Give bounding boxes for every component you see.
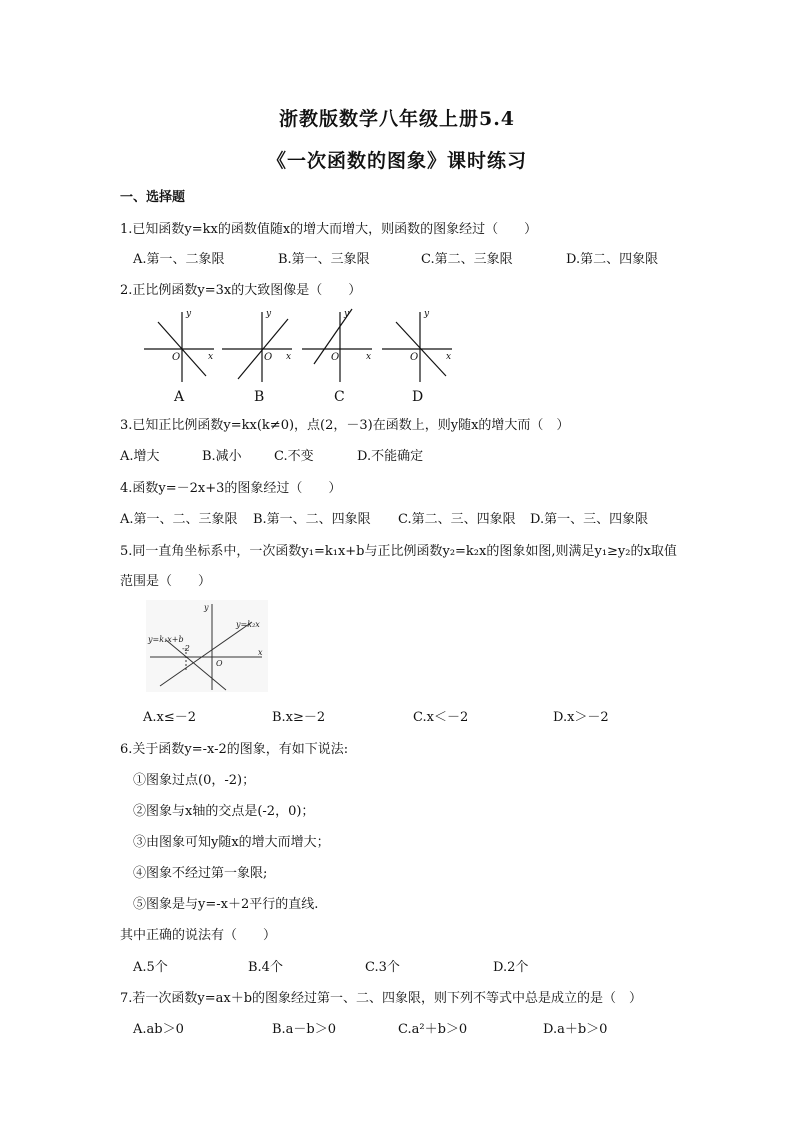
graph-b[interactable] — [222, 312, 292, 382]
graph-b-x-label: x — [286, 352, 292, 362]
title-line1: 浙教版数学八年级上册5.4 — [278, 108, 516, 130]
q7-option-a[interactable]: A.ab＞0 — [133, 1022, 184, 1037]
q1-option-c[interactable]: C.第二、三象限 — [421, 252, 513, 267]
question-3: 3.已知正比例函数y=kx(k≠0)，点(2，－3)在函数上，则y随x的增大而（ ） — [120, 418, 570, 433]
graph-a[interactable] — [144, 312, 214, 382]
question-4: 4.函数y=－2x+3的图象经过（ ） — [120, 481, 342, 496]
q5-y-label: y — [204, 603, 209, 612]
q3-option-c[interactable]: C.不变 — [274, 449, 314, 464]
q5-x-label: x — [258, 648, 263, 657]
q5-graph — [146, 600, 268, 692]
graph-b-letter: B — [254, 389, 265, 404]
graph-a-letter: A — [174, 389, 185, 404]
q3-option-b[interactable]: B.减小 — [202, 449, 242, 464]
q5-option-c[interactable]: C.x＜－2 — [413, 710, 469, 725]
q6-statement-3: ③由图象可知y随x的增大而增大； — [133, 835, 330, 850]
q3-option-d[interactable]: D.不能确定 — [357, 449, 424, 464]
question-5-line2: 范围是（ ） — [120, 574, 212, 589]
question-5-line1: 5.同一直角坐标系中，一次函数y₁=k₁x+b与正比例函数y₂=k₂x的图象如图,则满足y₁≥y₂的x取值 — [120, 544, 677, 559]
q5-option-a[interactable]: A.x≤－2 — [143, 710, 197, 725]
graph-d-origin: O — [410, 352, 419, 363]
q4-option-a[interactable]: A.第一、二、三象限 — [120, 512, 238, 527]
q6-statement-1: ①图象过点(0，-2)； — [133, 773, 256, 788]
q6-statement-5: ⑤图象是与y=-x＋2平行的直线. — [133, 897, 319, 912]
question-1: 1.已知函数y=kx的函数值随x的增大而增大，则函数的图象经过（ ） — [120, 222, 538, 237]
graph-c-y-label: y — [344, 309, 350, 319]
graph-a-x-label: x — [208, 352, 214, 362]
q6-statement-2: ②图象与x轴的交点是(-2，0)； — [133, 804, 315, 819]
q6-prompt: 其中正确的说法有（ ） — [120, 928, 277, 943]
question-6: 6.关于函数y=-x-2的图象，有如下说法: — [120, 742, 349, 757]
line2-label: y=k₂x — [236, 620, 260, 629]
q5-origin: O — [216, 659, 223, 668]
q2-graphs — [138, 304, 468, 404]
q4-option-b[interactable]: B.第一、二、四象限 — [253, 512, 371, 527]
q4-option-d[interactable]: D.第一、三、四象限 — [530, 512, 649, 527]
q5-option-d[interactable]: D.x＞－2 — [553, 710, 609, 725]
graph-d-letter: D — [412, 389, 424, 404]
graph-a-origin: O — [172, 352, 181, 363]
q6-option-b[interactable]: B.4个 — [248, 960, 283, 975]
graph-c[interactable] — [302, 309, 372, 382]
q1-option-d[interactable]: D.第二、四象限 — [566, 252, 659, 267]
q1-option-a[interactable]: A.第一、二象限 — [133, 252, 225, 267]
q6-statement-4: ④图象不经过第一象限; — [133, 866, 268, 881]
graph-b-y-label: y — [266, 309, 272, 319]
q4-option-c[interactable]: C.第二、三、四象限 — [398, 512, 516, 527]
graph-d-y-label: y — [424, 309, 430, 319]
q1-option-b[interactable]: B.第一、三象限 — [278, 252, 370, 267]
graph-d[interactable] — [382, 312, 452, 382]
neg2-label: -2 — [182, 644, 190, 653]
q6-option-d[interactable]: D.2个 — [493, 960, 529, 975]
graph-a-y-label: y — [186, 309, 192, 319]
graph-c-letter: C — [334, 389, 345, 404]
graph-b-origin: O — [264, 352, 273, 363]
q5-option-b[interactable]: B.x≥－2 — [272, 710, 326, 725]
q7-option-d[interactable]: D.a＋b＞0 — [543, 1022, 608, 1037]
graph-c-origin: O — [331, 352, 340, 363]
question-7: 7.若一次函数y=ax＋b的图象经过第一、二、四象限，则下列不等式中总是成立的是（ ） — [120, 991, 643, 1006]
q7-option-c[interactable]: C.a²＋b＞0 — [398, 1022, 468, 1037]
q7-option-b[interactable]: B.a－b＞0 — [272, 1022, 337, 1037]
graph-d-x-label: x — [446, 352, 452, 362]
question-2: 2.正比例函数y=3x的大致图像是（ ） — [120, 283, 362, 298]
title-line2: 《一次函数的图象》课时练习 — [266, 150, 527, 172]
line1-label: y=k₁x+b — [148, 635, 184, 644]
q3-option-a[interactable]: A.增大 — [120, 449, 160, 464]
q6-option-a[interactable]: A.5个 — [133, 960, 168, 975]
q6-option-c[interactable]: C.3个 — [365, 960, 400, 975]
section-heading: 一、选择题 — [120, 190, 186, 205]
graph-c-x-label: x — [366, 352, 372, 362]
